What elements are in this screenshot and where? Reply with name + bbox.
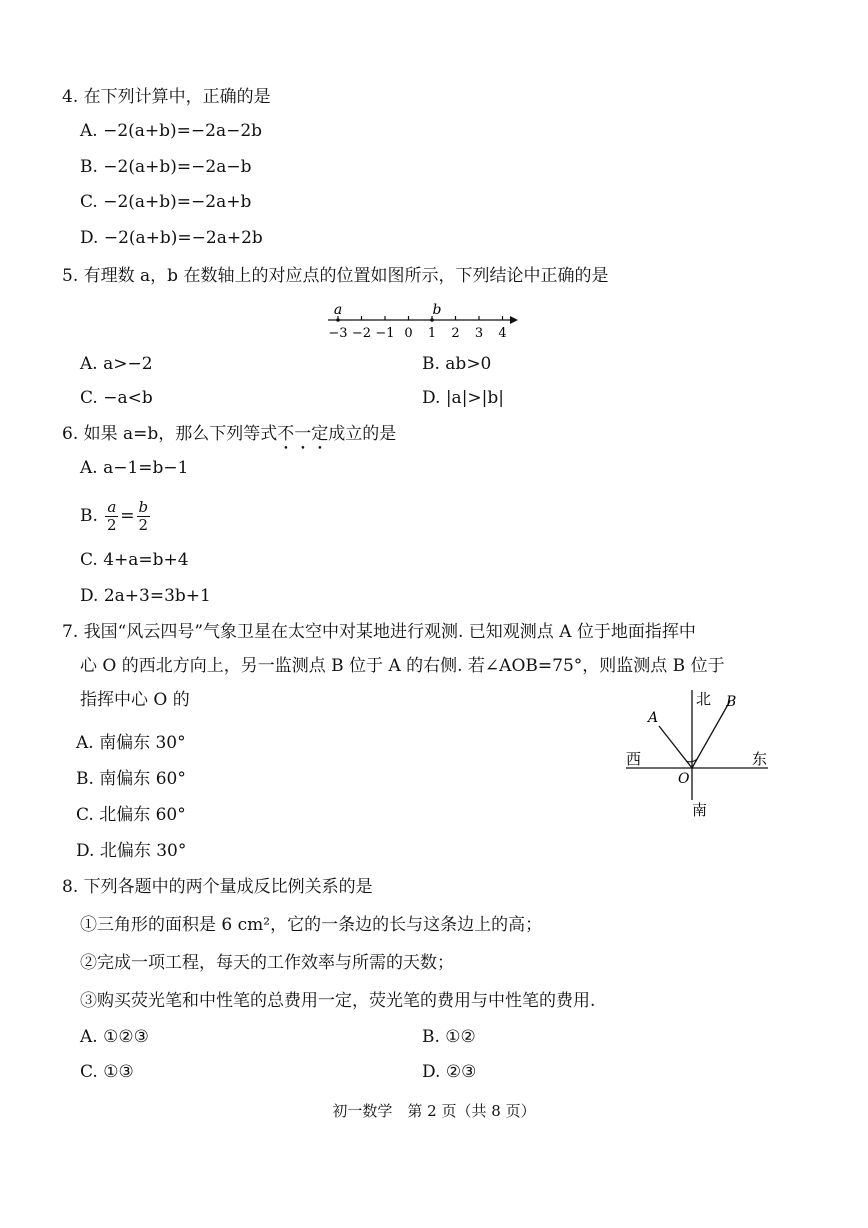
q7-stem-line3: 指挥中心 O 的 (80, 690, 190, 710)
q8-option-a: A. ①②③ (80, 1027, 149, 1047)
q6-option-a: A. a−1=b−1 (80, 458, 189, 478)
q4-option-d: D. −2(a+b)=−2a+2b (80, 228, 263, 248)
q6-option-b-equals: = (120, 506, 135, 526)
q6-option-b (80, 496, 152, 536)
q8-option-c: C. ①③ (80, 1062, 134, 1082)
number-line-tick-label: −3 (328, 326, 348, 341)
q5-option-c: C. −a<b (80, 388, 153, 408)
q6-stem-before: 6. 如果 a=b，那么下列等式 (62, 424, 278, 444)
q6-fraction-left (105, 499, 118, 534)
q6-stem (62, 423, 396, 454)
fraction-numerator: a (107, 498, 117, 516)
q6-stem-after: 成立的是 (328, 424, 397, 444)
point-o-label: O (678, 771, 690, 787)
q7-stem-line1: 7. 我国“风云四号”气象卫星在太空中对某地进行观测. 已知观测点 A 位于地面指挥中 (62, 622, 696, 642)
number-line-point-b: b (432, 302, 442, 318)
number-line-tick-label: 1 (427, 326, 437, 341)
q6-stem-emphasis: 不一定 (277, 424, 329, 444)
q8-option-b: B. ①② (422, 1027, 476, 1047)
number-line-tick-label: 4 (498, 326, 507, 341)
q4-option-c: C. −2(a+b)=−2a+b (80, 192, 252, 212)
ray-ob (692, 701, 730, 768)
q4-option-a: A. −2(a+b)=−2a−2b (80, 121, 263, 141)
number-line-point (430, 318, 434, 322)
q6-option-d: D. 2a+3=3b+1 (80, 586, 211, 606)
number-line-tick-label: 0 (404, 326, 413, 341)
compass-west-label: 西 (626, 750, 642, 768)
number-line-point (336, 318, 340, 322)
fraction-denominator: 2 (138, 516, 149, 534)
point-b-label: B (726, 694, 737, 710)
q7-stem-line2: 心 O 的西北方向上，另一监测点 B 位于 A 的右侧. 若∠AOB=75°，则监测点 B 位于 (80, 656, 725, 676)
q6-option-c: C. 4+a=b+4 (80, 550, 189, 570)
number-line-point-a: a (333, 302, 343, 318)
q4-option-b: B. −2(a+b)=−2a−b (80, 157, 252, 177)
number-line-tick-label: −1 (375, 326, 395, 341)
q8-item-1: ①三角形的面积是 6 cm²，它的一条边的长与这条边上的高； (80, 915, 543, 935)
compass-south-label: 南 (692, 801, 708, 819)
q8-item-3: ③购买荧光笔和中性笔的总费用一定，荧光笔的费用与中性笔的费用. (80, 991, 596, 1011)
compass-diagram (620, 684, 780, 824)
q5-option-d: D. |a|>|b| (422, 388, 505, 408)
q7-option-b: B. 南偏东 60° (76, 769, 186, 789)
number-line-tick-label: 3 (474, 326, 484, 341)
q6-fraction-right (137, 499, 151, 534)
page-footer: 初一数学 第 2 页（共 8 页） (332, 1102, 536, 1120)
q5-option-b: B. ab>0 (422, 354, 492, 374)
compass-north-label: 北 (696, 690, 712, 708)
q4-stem: 4. 在下列计算中，正确的是 (62, 87, 271, 107)
number-line-tick-label: 2 (451, 326, 460, 341)
q6-option-b-prefix: B. (80, 506, 98, 526)
q5-option-a: A. a>−2 (80, 354, 153, 374)
q7-option-a: A. 南偏东 30° (76, 733, 186, 753)
q8-stem: 8. 下列各题中的两个量成反比例关系的是 (62, 877, 373, 897)
q5-stem: 5. 有理数 a，b 在数轴上的对应点的位置如图所示，下列结论中正确的是 (62, 266, 609, 286)
number-line-tick-label: −2 (351, 326, 372, 341)
compass-east-label: 东 (752, 750, 768, 768)
fraction-denominator: 2 (107, 516, 117, 534)
number-line-arrow (510, 316, 518, 324)
q8-option-d: D. ②③ (422, 1062, 477, 1082)
q7-option-c: C. 北偏东 60° (76, 805, 186, 825)
point-a-label: A (648, 710, 659, 726)
number-line-figure (320, 296, 520, 346)
q8-item-2: ②完成一项工程，每天的工作效率与所需的天数； (80, 953, 454, 973)
q7-option-d: D. 北偏东 30° (76, 841, 187, 861)
fraction-numerator: b (138, 498, 149, 516)
